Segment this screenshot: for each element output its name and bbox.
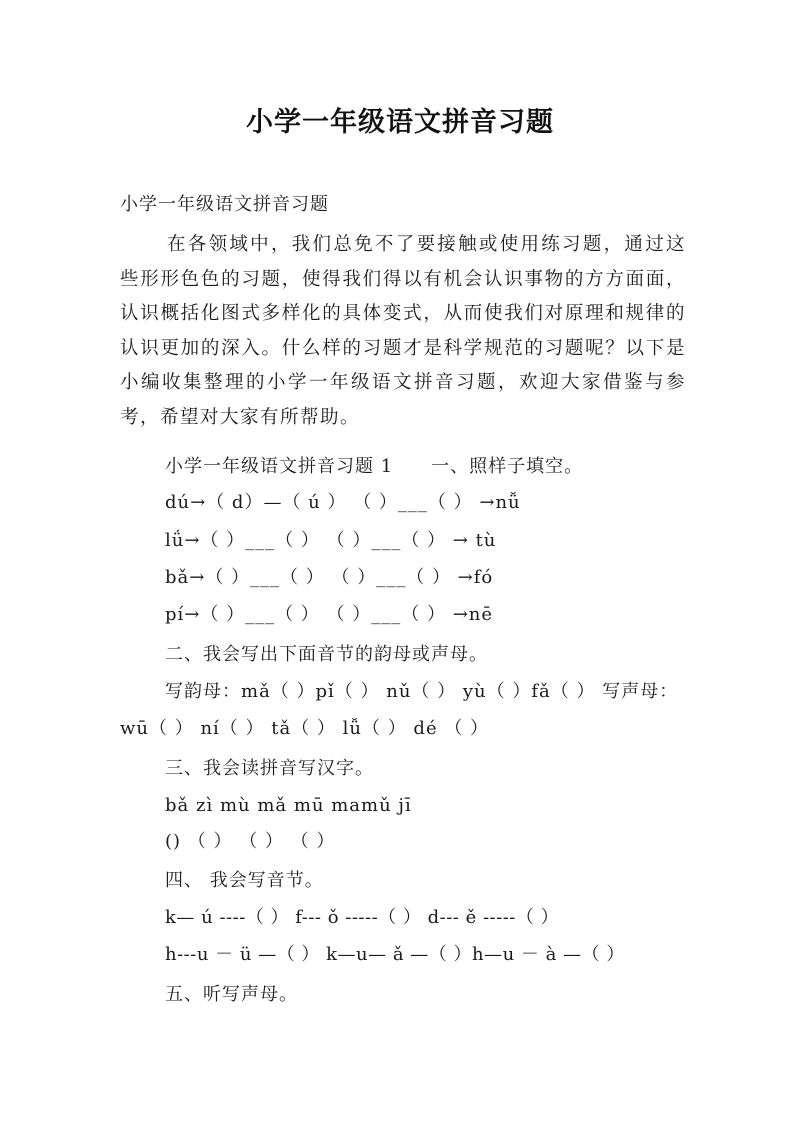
part4-heading: 四、 我会写音节。 <box>165 870 324 891</box>
document-subtitle: 小学一年级语文拼音习题 <box>120 194 329 215</box>
part1-row-2: lǘ→（ ）___（ ） （ ）___（ ） → tù <box>165 530 497 551</box>
part3-blanks: () （ ） （ ） （ ） <box>165 831 336 852</box>
part4-line-2: h---u － ü —（ ） k—u— ǎ —（ ）h—u － à —（ ） <box>165 944 625 965</box>
part2-heading: 二、我会写出下面音节的韵母或声母。 <box>165 644 488 665</box>
part2-line-2: wū（ ） ní（ ） tǎ（ ） lǚ（ ） dé （ ） <box>120 718 490 739</box>
part2-line-1: 写韵母：mǎ（ ）pǐ（ ） nǔ（ ） yù（ ）fǎ（ ） 写声母： <box>165 681 679 702</box>
part5-heading: 五、听写声母。 <box>165 984 298 1005</box>
part1-heading: 小学一年级语文拼音习题 1 一、照样子填空。 <box>165 456 584 477</box>
part1-row-3: bǎ→（ ）___（ ） （ ）___（ ） →fó <box>165 567 494 588</box>
intro-paragraph: 在各领域中，我们总免不了要接触或使用练习题，通过这些形形色色的习题，使得我们得以有机会认识事物的方方面面，认识概括化图式多样化的具体变式，从而使我们对原理和规律的认识更加的深入。什么样的习题才是科学规范的习题呢？以下是小编收集整理的小学一年级语文拼音习题，欢迎大家借鉴与参考，希望对大家有所帮助。 <box>120 234 686 428</box>
part3-heading: 三、我会读拼音写汉字。 <box>165 758 374 779</box>
part4-line-1: k— ú ----（ ） f--- ǒ -----（ ） d--- ě -----（ ） <box>165 907 560 928</box>
part1-row-4: pí→（ ）___（ ） （ ）___（ ） →nē <box>165 604 494 625</box>
part1-row-1: dú→（ d）—（ ú ） （ ）___（ ） →nǚ <box>165 492 521 513</box>
part3-pinyin: bǎ zì mù mǎ mū mamǔ jī <box>165 795 412 816</box>
page-title: 小学一年级语文拼音习题 <box>246 107 554 138</box>
